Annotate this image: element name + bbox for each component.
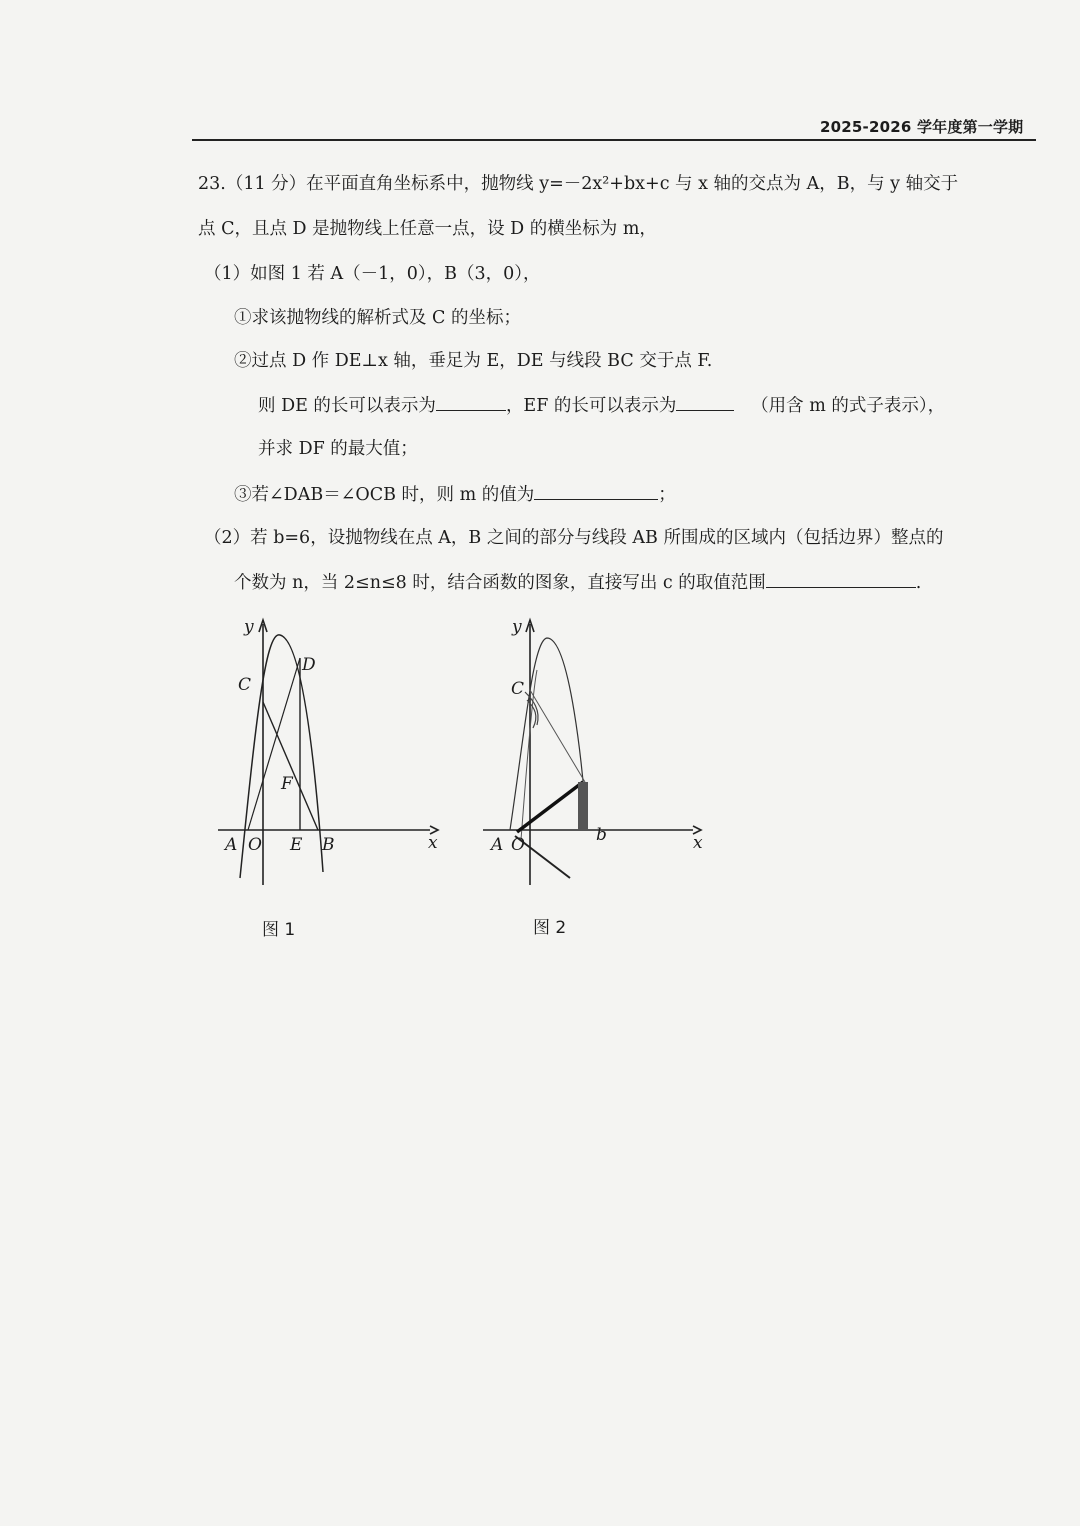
c-range-answer-blank[interactable]	[766, 571, 916, 588]
header-rule	[192, 139, 1036, 141]
fig2-sketch-line	[530, 690, 585, 782]
problem-line-1: 23.（11 分）在平面直角坐标系中，抛物线 y=－2x²+bx+c 与 x 轴的交点为 A，B，与 y 轴交于	[198, 174, 959, 194]
fig1-label-a: A	[225, 835, 238, 855]
fig2-shaded-region	[578, 782, 588, 830]
expression-hint: （用含 m 的式子表示），	[751, 396, 946, 416]
q3-end: ；	[658, 485, 676, 505]
fig1-label-y: y	[244, 617, 254, 637]
question-1: ①求该抛物线的解析式及 C 的坐标；	[234, 308, 522, 328]
fig2-label-x: x	[693, 833, 703, 853]
fig2-label-b: b	[596, 825, 607, 845]
fig1-label-d: D	[302, 655, 316, 675]
ef-answer-blank[interactable]	[676, 394, 734, 411]
question-3	[234, 483, 676, 506]
de-label: 则 DE 的长可以表示为	[258, 396, 436, 416]
m-answer-blank[interactable]	[534, 483, 658, 500]
part-2-text: 个数为 n，当 2≤n≤8 时，结合函数的图象，直接写出 c 的取值范围	[234, 573, 766, 593]
fig1-label-x: x	[428, 833, 438, 853]
fig1-label-e: E	[290, 835, 303, 855]
fig2-label-y: y	[512, 617, 522, 637]
fig1-label-o: O	[248, 835, 262, 855]
fig1-segment-bc	[263, 702, 318, 830]
part-2-line-1: （2）若 b=6，设抛物线在点 A，B 之间的部分与线段 AB 所围成的区域内（包括边界）整点的	[204, 528, 944, 548]
ef-label: ，EF 的长可以表示为	[505, 396, 677, 416]
header-title: 2025-2026 学年度第一学期	[820, 118, 1024, 136]
fig1-segment-ad	[248, 658, 300, 830]
question-2: ②过点 D 作 DE⊥x 轴，垂足为 E，DE 与线段 BC 交于点 F.	[234, 351, 713, 371]
figure-2	[475, 610, 720, 895]
question-2-max: 并求 DF 的最大值；	[258, 439, 418, 459]
q3-label: ③若∠DAB＝∠OCB 时，则 m 的值为	[234, 485, 535, 505]
fig1-label-f: F	[281, 774, 293, 794]
figure-1-caption: 图 1	[262, 920, 296, 940]
de-answer-blank[interactable]	[436, 394, 506, 411]
fig2-label-o: O	[511, 835, 525, 855]
part-2-end: .	[915, 573, 922, 593]
problem-line-2: 点 C，且点 D 是抛物线上任意一点，设 D 的横坐标为 m，	[198, 219, 657, 239]
fig1-label-b: B	[322, 835, 335, 855]
figure-1	[210, 610, 450, 895]
fig2-parabola	[510, 638, 587, 830]
part-1-heading: （1）如图 1 若 A（－1，0），B（3，0），	[204, 264, 541, 284]
fig2-bold-line	[517, 782, 583, 832]
figure-2-caption: 图 2	[533, 918, 567, 938]
question-2-blanks-line	[258, 394, 945, 417]
fig2-label-c: C	[511, 679, 525, 699]
part-2-line-2	[234, 571, 921, 594]
fig1-label-c: C	[238, 675, 252, 695]
fig2-label-a: A	[491, 835, 504, 855]
